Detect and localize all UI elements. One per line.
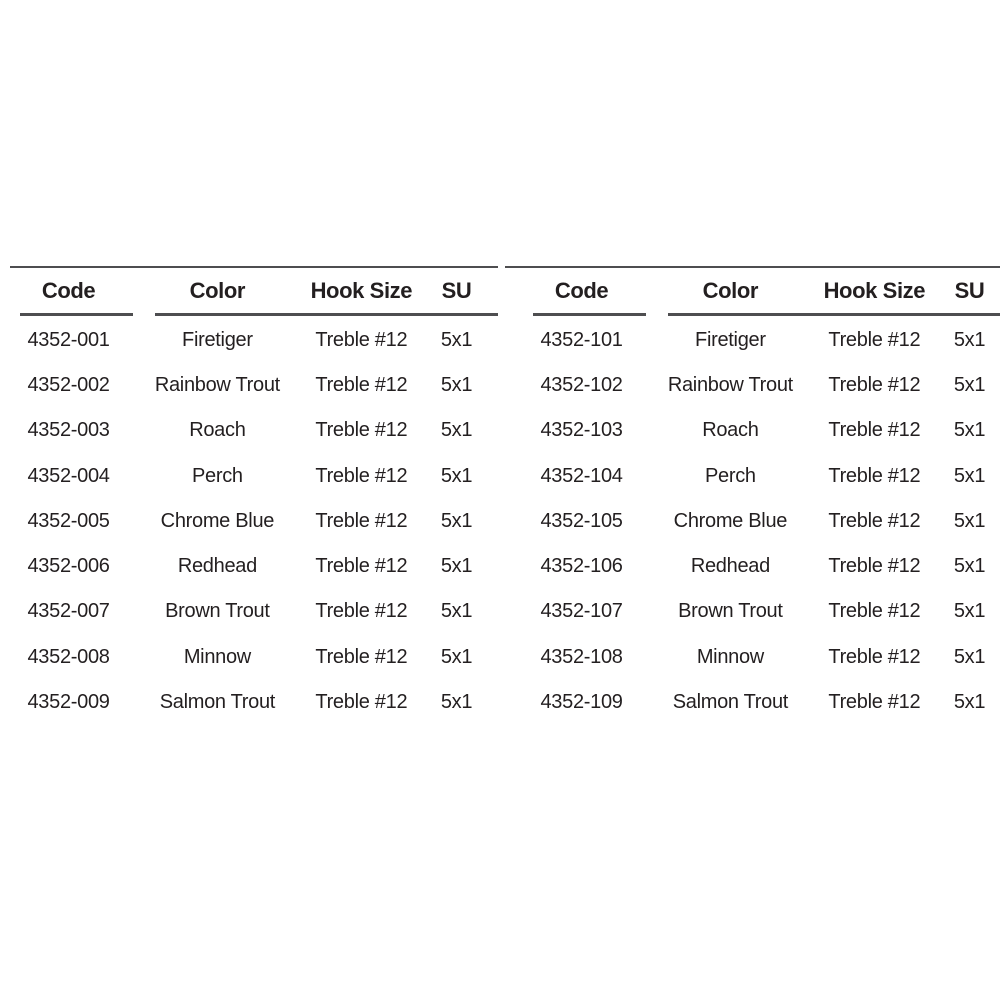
cell-code: 4352-001 [27, 328, 110, 351]
cell-color: Brown Trout [165, 600, 270, 623]
cell-su: 5x1 [440, 328, 473, 351]
cell-hook-size: Treble #12 [315, 373, 408, 396]
cell-code: 4352-008 [27, 645, 110, 668]
cell-su: 5x1 [953, 691, 986, 714]
cell-su: 5x1 [440, 691, 473, 714]
header-su: SU [954, 277, 985, 303]
header-hook-size: Hook Size [823, 277, 926, 303]
table-row [523, 363, 1000, 408]
cell-color: Salmon Trout [672, 691, 789, 714]
table-row [523, 499, 1000, 544]
table-row [10, 635, 498, 680]
table-row [10, 453, 498, 498]
cell-color: Roach [189, 419, 246, 442]
cell-color: Redhead [177, 555, 257, 578]
cell-color: Minnow [696, 645, 764, 668]
cell-code: 4352-102 [540, 373, 623, 396]
cell-hook-size: Treble #12 [315, 691, 408, 714]
cell-su: 5x1 [953, 328, 986, 351]
cell-hook-size: Treble #12 [315, 600, 408, 623]
cell-code: 4352-003 [27, 419, 110, 442]
header-underline-gap [646, 313, 668, 316]
cell-color: Redhead [690, 555, 770, 578]
spec-table-left [10, 266, 498, 725]
cell-su: 5x1 [440, 555, 473, 578]
cell-hook-size: Treble #12 [828, 691, 921, 714]
cell-su: 5x1 [440, 600, 473, 623]
table-row [10, 318, 498, 363]
header-underline-rest [668, 313, 1000, 316]
cell-su: 5x1 [953, 464, 986, 487]
table-body [10, 316, 498, 726]
table-header-row [523, 268, 1000, 313]
cell-hook-size: Treble #12 [828, 645, 921, 668]
cell-color: Rainbow Trout [154, 373, 280, 396]
cell-code: 4352-007 [27, 600, 110, 623]
table-row [523, 589, 1000, 634]
cell-code: 4352-106 [540, 555, 623, 578]
header-code: Code [554, 277, 609, 303]
header-underline-code [533, 313, 646, 316]
table-row [10, 544, 498, 589]
table-row [10, 589, 498, 634]
cell-hook-size: Treble #12 [828, 419, 921, 442]
cell-hook-size: Treble #12 [828, 509, 921, 532]
table-row [523, 635, 1000, 680]
cell-code: 4352-108 [540, 645, 623, 668]
cell-su: 5x1 [440, 419, 473, 442]
cell-color: Chrome Blue [160, 509, 275, 532]
cell-hook-size: Treble #12 [828, 464, 921, 487]
cell-code: 4352-107 [540, 600, 623, 623]
cell-hook-size: Treble #12 [828, 600, 921, 623]
cell-code: 4352-105 [540, 509, 623, 532]
cell-su: 5x1 [440, 509, 473, 532]
table-row [523, 544, 1000, 589]
cell-color: Roach [702, 419, 759, 442]
cell-color: Brown Trout [678, 600, 783, 623]
table-row [523, 453, 1000, 498]
table-row [10, 408, 498, 453]
table-row [10, 680, 498, 725]
header-underline-code [20, 313, 133, 316]
cell-code: 4352-005 [27, 509, 110, 532]
table-row [10, 363, 498, 408]
cell-code: 4352-101 [540, 328, 623, 351]
header-color: Color [189, 277, 246, 303]
cell-su: 5x1 [953, 555, 986, 578]
header-underline-rest [155, 313, 498, 316]
header-code: Code [41, 277, 96, 303]
cell-su: 5x1 [440, 373, 473, 396]
cell-su: 5x1 [953, 645, 986, 668]
cell-hook-size: Treble #12 [828, 373, 921, 396]
cell-hook-size: Treble #12 [315, 509, 408, 532]
cell-hook-size: Treble #12 [315, 645, 408, 668]
cell-su: 5x1 [953, 373, 986, 396]
cell-color: Chrome Blue [673, 509, 788, 532]
cell-color: Firetiger [182, 328, 253, 351]
cell-code: 4352-006 [27, 555, 110, 578]
cell-color: Perch [192, 464, 243, 487]
cell-color: Firetiger [695, 328, 766, 351]
header-color: Color [702, 277, 759, 303]
table-row [10, 499, 498, 544]
cell-code: 4352-109 [540, 691, 623, 714]
cell-code: 4352-004 [27, 464, 110, 487]
table-row [523, 408, 1000, 453]
header-underline [523, 313, 1000, 316]
header-underline-gap [133, 313, 155, 316]
cell-hook-size: Treble #12 [828, 555, 921, 578]
cell-code: 4352-103 [540, 419, 623, 442]
cell-hook-size: Treble #12 [315, 464, 408, 487]
table-header-row [10, 268, 498, 313]
cell-su: 5x1 [440, 464, 473, 487]
cell-code: 4352-104 [540, 464, 623, 487]
cell-color: Minnow [183, 645, 251, 668]
spec-table-right [505, 266, 1000, 725]
cell-color: Rainbow Trout [667, 373, 793, 396]
cell-su: 5x1 [953, 509, 986, 532]
cell-color: Perch [705, 464, 756, 487]
cell-hook-size: Treble #12 [315, 419, 408, 442]
table-row [523, 318, 1000, 363]
table-row [523, 680, 1000, 725]
cell-hook-size: Treble #12 [315, 328, 408, 351]
cell-hook-size: Treble #12 [828, 328, 921, 351]
header-underline [10, 313, 498, 316]
cell-hook-size: Treble #12 [315, 555, 408, 578]
cell-code: 4352-009 [27, 691, 110, 714]
cell-su: 5x1 [953, 419, 986, 442]
cell-su: 5x1 [440, 645, 473, 668]
table-body [523, 316, 1000, 726]
cell-code: 4352-002 [27, 373, 110, 396]
header-su: SU [441, 277, 472, 303]
cell-su: 5x1 [953, 600, 986, 623]
header-hook-size: Hook Size [310, 277, 413, 303]
cell-color: Salmon Trout [159, 691, 276, 714]
